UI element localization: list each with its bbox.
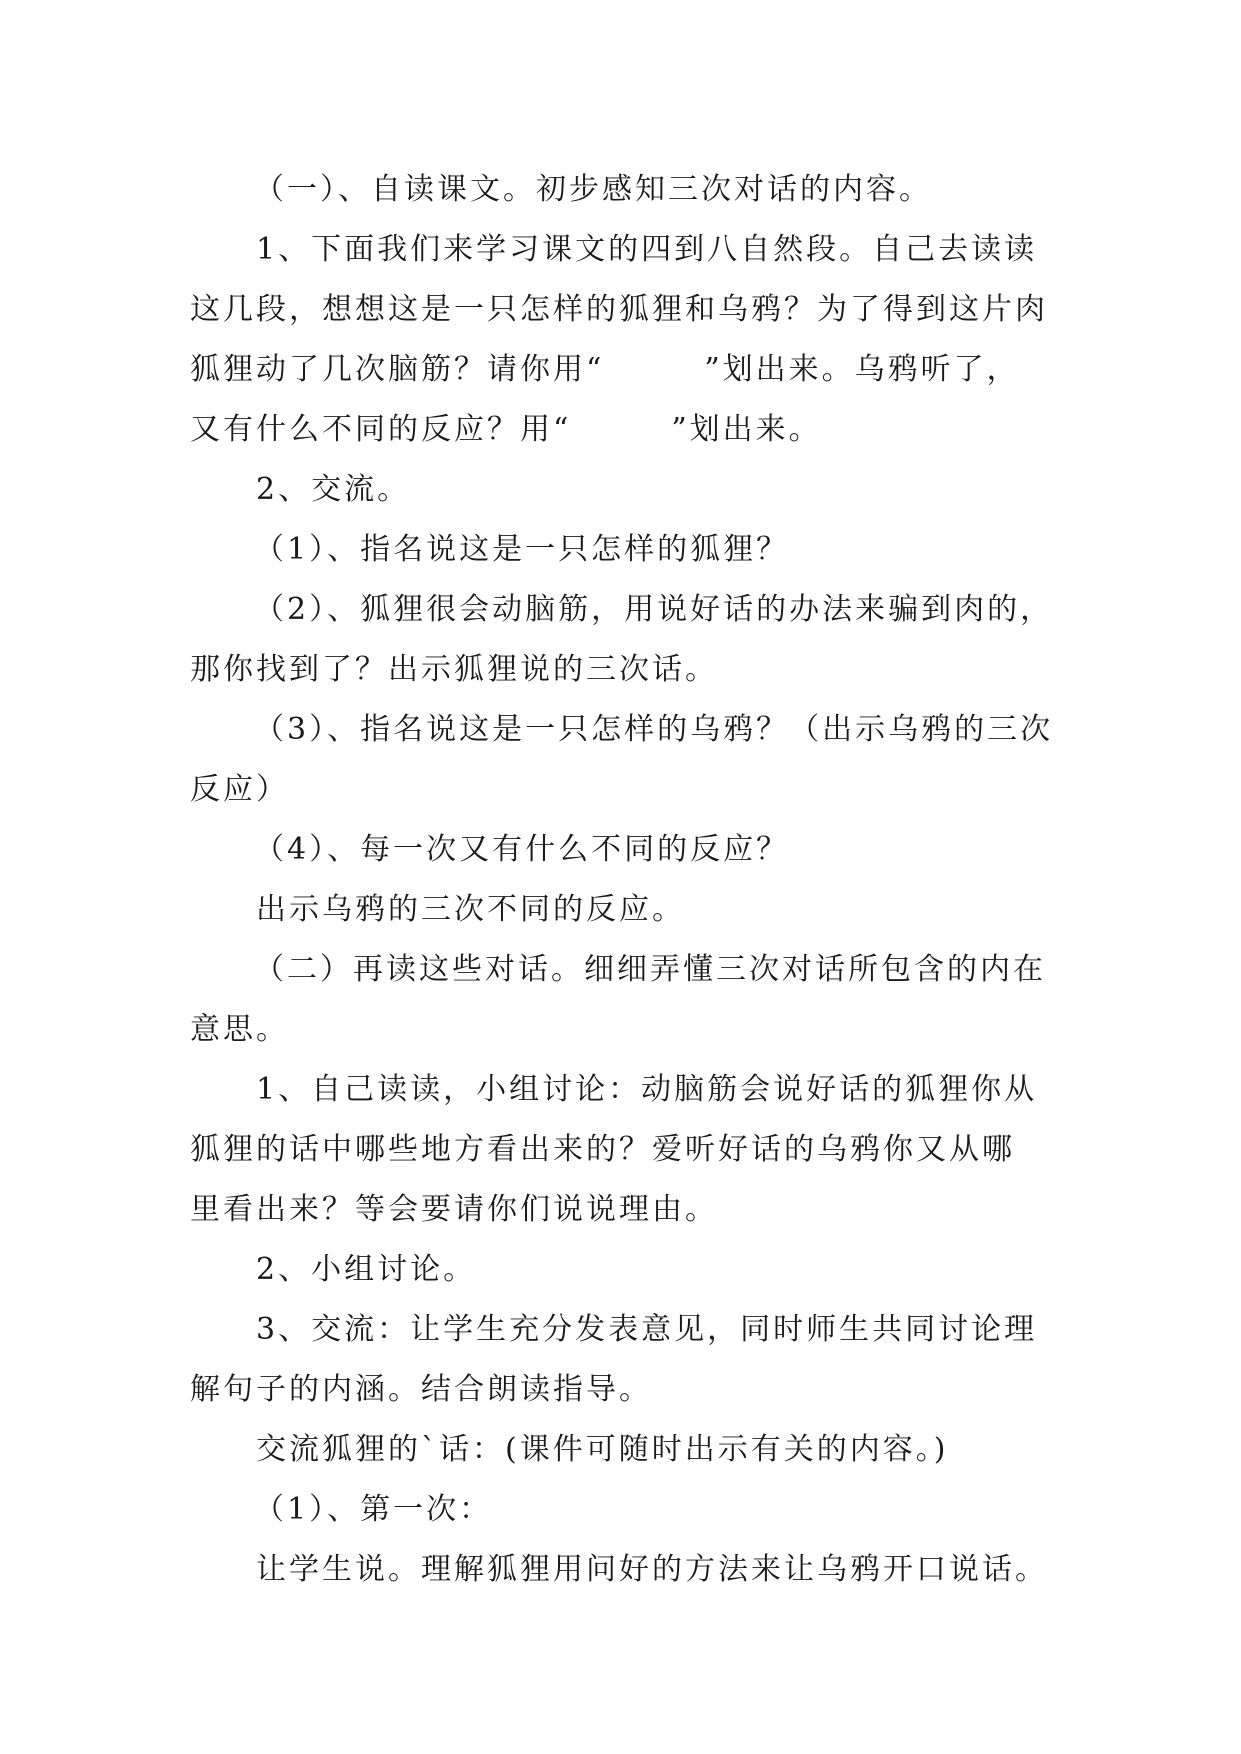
- paragraph-line: 2、小组讨论。: [256, 1252, 477, 1287]
- paragraph-line: 里看出来？等会要请你们说说理由。: [190, 1192, 718, 1227]
- paragraph-line: 解句子的内涵。结合朗读指导。: [190, 1372, 652, 1407]
- paragraph-line: （1）、第一次：: [254, 1492, 493, 1527]
- paragraph-line: 意思。: [190, 1012, 289, 1047]
- document-body: [190, 160, 1070, 1600]
- section-heading-2: （二）再读这些对话。细细弄懂三次对话所包含的内在: [254, 952, 1046, 987]
- paragraph-line: 3、交流：让学生充分发表意见，同时师生共同讨论理: [256, 1312, 1038, 1347]
- section-heading-1: （一）、自读课文。初步感知三次对话的内容。: [254, 172, 932, 207]
- paragraph-line: 让学生说。理解狐狸用问好的方法来让乌鸦开口说话。: [256, 1552, 1048, 1587]
- paragraph-line: 出示乌鸦的三次不同的反应。: [256, 892, 685, 927]
- paragraph-line: 反应）: [190, 772, 289, 807]
- paragraph-line: 2、交流。: [256, 472, 411, 507]
- paragraph-line: 1、自己读读，小组讨论：动脑筋会说好话的狐狸你从: [256, 1072, 1038, 1107]
- paragraph-line: [190, 400, 1070, 460]
- paragraph-line: （3）、指名说这是一只怎样的乌鸦？（出示乌鸦的三次: [254, 712, 1054, 747]
- paragraph-line: 交流狐狸的`话：(课件可随时出示有关的内容。): [256, 1432, 949, 1467]
- paragraph-line: [190, 340, 1070, 400]
- text-segment: 狐狸动了几次脑筋？请你用“: [190, 352, 605, 387]
- paragraph-line: 那你找到了？出示狐狸说的三次话。: [190, 652, 718, 687]
- paragraph-line: （2）、狐狸很会动脑筋，用说好话的办法来骗到肉的，: [254, 592, 1054, 627]
- text-segment: ”划出来。乌鸦听了，: [704, 352, 1020, 387]
- paragraph-line: 狐狸的话中哪些地方看出来的？爱听好话的乌鸦你又从哪: [190, 1132, 1015, 1167]
- paragraph-line: （1）、指名说这是一只怎样的狐狸？: [254, 532, 790, 567]
- text-segment: 又有什么不同的反应？用“: [190, 412, 572, 447]
- paragraph-line: 1、下面我们来学习课文的四到八自然段。自己去读读: [256, 232, 1038, 267]
- text-segment: ”划出来。: [671, 412, 822, 447]
- paragraph-line: 这几段，想想这是一只怎样的狐狸和乌鸦？为了得到这片肉: [190, 292, 1048, 327]
- paragraph-line: （4）、每一次又有什么不同的反应？: [254, 832, 790, 867]
